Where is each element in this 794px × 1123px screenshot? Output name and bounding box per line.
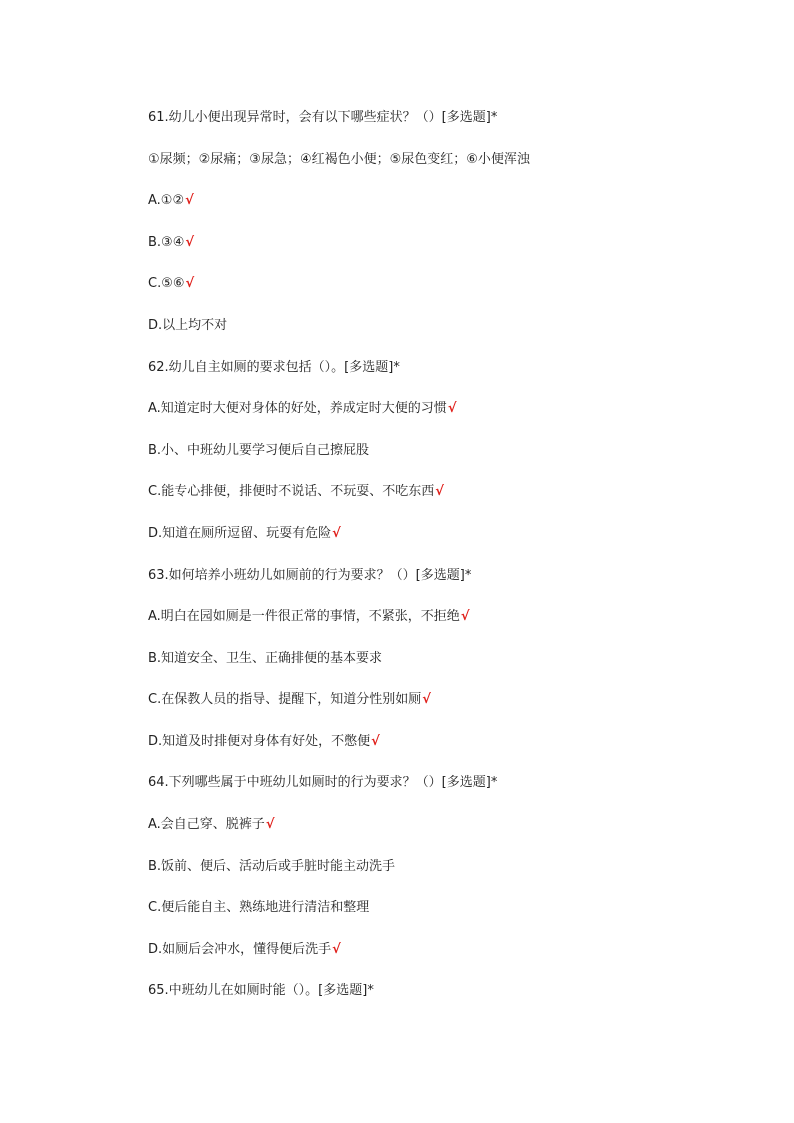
- question-61-option-c: C.⑤⑥√: [148, 276, 195, 291]
- check-mark-icon: √: [185, 235, 195, 250]
- check-mark-icon: √: [435, 484, 444, 499]
- question-64-option-a: A.会自己穿、脱裤子√: [148, 817, 275, 832]
- question-61-stem: 61.幼儿小便出现异常时，会有以下哪些症状？（）[多选题]*: [148, 110, 498, 125]
- check-mark-icon: √: [332, 526, 341, 541]
- question-62-option-b: B.小、中班幼儿要学习便后自己擦屁股: [148, 443, 370, 458]
- check-mark-icon: √: [185, 193, 194, 208]
- question-63-option-b: B.知道安全、卫生、正确排便的基本要求: [148, 651, 383, 666]
- check-mark-icon: √: [332, 942, 341, 957]
- question-61-option-b: B.③④√: [148, 235, 195, 250]
- question-62-option-a: A.知道定时大便对身体的好处，养成定时大便的习惯√: [148, 401, 457, 416]
- question-64-option-d: D.如厕后会冲水，懂得便后洗手√: [148, 942, 341, 957]
- check-mark-icon: √: [371, 734, 380, 749]
- question-61-note: ①尿频；②尿痛；③尿急；④红褐色小便；⑤尿色变红；⑥小便浑浊: [148, 152, 530, 167]
- question-61-option-d: D.以上均不对: [148, 318, 228, 333]
- question-62-option-d: D.知道在厕所逗留、玩耍有危险√: [148, 526, 341, 541]
- question-64-stem: 64.下列哪些属于中班幼儿如厕时的行为要求？（）[多选题]*: [148, 775, 498, 790]
- check-mark-icon: √: [265, 817, 275, 832]
- check-mark-icon: √: [447, 401, 457, 416]
- question-64-option-b: B.饭前、便后、活动后或手脏时能主动洗手: [148, 859, 396, 874]
- question-62-option-c: C.能专心排便，排便时不说话、不玩耍、不吃东西√: [148, 484, 444, 499]
- question-64-option-c: C.便后能自主、熟练地进行清洁和整理: [148, 900, 370, 915]
- check-mark-icon: √: [185, 276, 195, 291]
- question-61-option-a: A.①②√: [148, 193, 194, 208]
- question-63-option-c: C.在保教人员的指导、提醒下，知道分性别如厕√: [148, 692, 431, 707]
- question-65-stem: 65.中班幼儿在如厕时能（）。[多选题]*: [148, 983, 374, 998]
- question-63-stem: 63.如何培养小班幼儿如厕前的行为要求？（）[多选题]*: [148, 568, 472, 583]
- check-mark-icon: √: [460, 609, 470, 624]
- check-mark-icon: √: [422, 692, 431, 707]
- question-63-option-d: D.知道及时排便对身体有好处，不憋便√: [148, 734, 380, 749]
- question-62-stem: 62.幼儿自主如厕的要求包括（）。[多选题]*: [148, 360, 400, 375]
- question-63-option-a: A.明白在园如厕是一件很正常的事情，不紧张，不拒绝√: [148, 609, 470, 624]
